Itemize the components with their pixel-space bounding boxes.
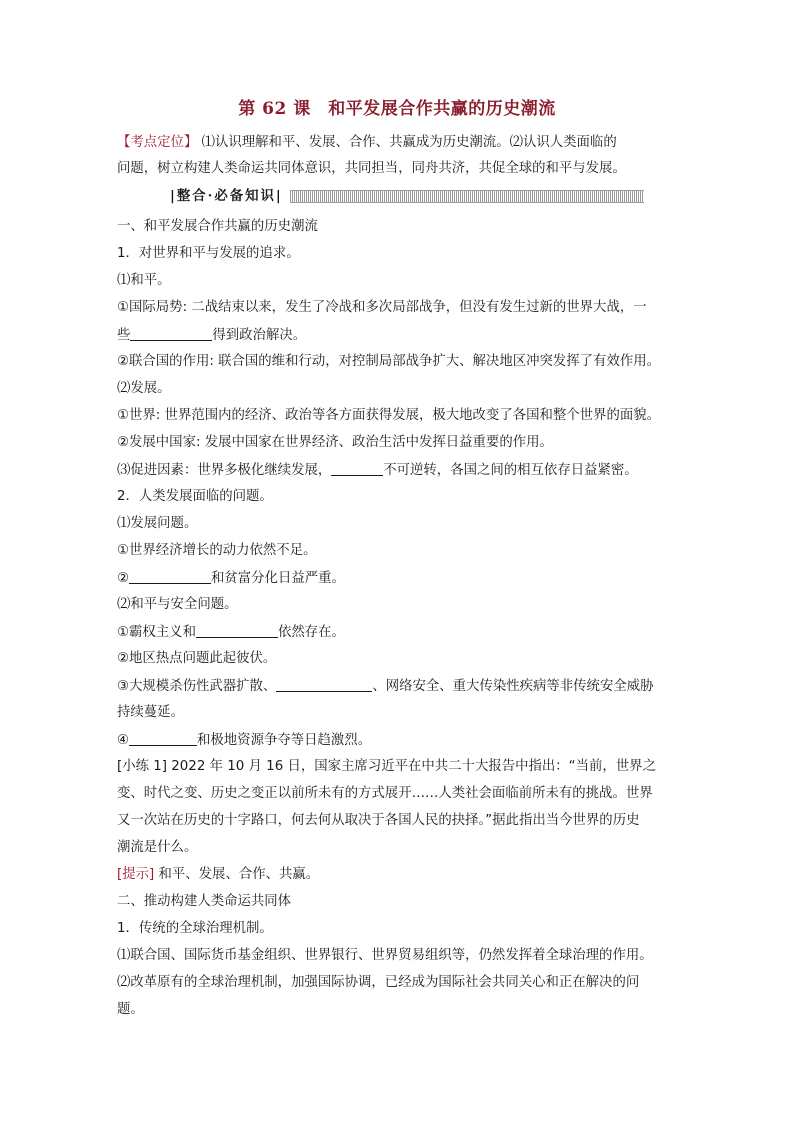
positioning-line-2: 问题，树立构建人类命运共同体意识，共同担当，同舟共济，共促全球的和平与发展。 xyxy=(117,161,626,176)
s1-sec-b: ②地区热点问题此起彼伏。 xyxy=(117,651,277,666)
positioning-tag: 【考点定位】 xyxy=(117,135,198,150)
hint-tag: [提示] xyxy=(117,867,155,882)
hint-text: 和平、发展、合作、共赢。 xyxy=(154,867,320,882)
practice-line-2: 变、时代之变、历史之变正以前所未有的方式展开……人类社会面临前所未有的挑战。世界 xyxy=(117,786,653,801)
s1-devq-b xyxy=(117,569,677,588)
s1-devq: ⑴发展问题。 xyxy=(117,516,198,531)
fill-blank[interactable] xyxy=(129,731,197,746)
positioning-text-1: ⑴认识理解和平、发展、合作、共赢成为历史潮流。⑵认识人类面临的 xyxy=(197,135,617,150)
s2-b2: 题。 xyxy=(117,1002,144,1017)
s1-item2: 2．人类发展面临的问题。 xyxy=(117,489,273,504)
text-fragment: ② xyxy=(117,571,130,586)
s1-devq-a: ①世界经济增长的动力依然不足。 xyxy=(117,543,317,558)
text-fragment: ⑶促进因素：世界多极化继续发展， xyxy=(117,463,332,478)
s1-peace-a1: ①国际局势: 二战结束以来，发生了冷战和多次局部战争，但没有发生过新的世界大战，一 xyxy=(117,300,647,315)
section2-heading: 二、推动构建人类命运共同体 xyxy=(117,894,292,909)
fill-blank[interactable] xyxy=(331,461,383,476)
fill-blank[interactable] xyxy=(130,326,212,341)
text-fragment: ③大规模杀伤性武器扩散、 xyxy=(117,679,277,694)
s1-sec: ⑵和平与安全问题。 xyxy=(117,597,238,612)
text-fragment: 和极地资源争夺等日趋激烈。 xyxy=(197,733,372,748)
s2-b1: ⑵改革原有的全球治理机制，加强国际协调，已经成为国际社会共同关心和正在解决的问 xyxy=(117,975,640,990)
fill-blank[interactable] xyxy=(129,569,211,584)
positioning-line-1 xyxy=(117,134,677,152)
s1-peace-b: ②联合国的作用: 联合国的维和行动，对控制局部战争扩大、解决地区冲突发挥了有效作用。 xyxy=(117,354,661,369)
s2-item1: 1．传统的全球治理机制。 xyxy=(117,921,273,936)
practice-line-4: 潮流是什么。 xyxy=(117,840,198,855)
s1-item1: 1．对世界和平与发展的追求。 xyxy=(117,246,300,261)
practice-line-3: 又一次站在历史的十字路口，何去何从取决于各国人民的抉择。”据此指出当今世界的历史 xyxy=(117,813,640,828)
text-fragment: ④ xyxy=(117,733,130,748)
text-fragment: 和贫富分化日益严重。 xyxy=(211,571,345,586)
hint-line xyxy=(117,866,677,884)
s1-sec-c xyxy=(117,677,677,696)
lesson-title: 第 62 课 和平发展合作共赢的历史潮流 xyxy=(238,99,556,119)
s1-sec-c2: 持续蔓延。 xyxy=(117,705,184,720)
fill-blank[interactable] xyxy=(196,623,278,638)
s1-peace-a2 xyxy=(117,326,677,345)
text-fragment: 得到政治解决。 xyxy=(212,328,307,343)
s1-sec-a xyxy=(117,623,677,642)
text-fragment: 依然存在。 xyxy=(277,625,345,640)
s1-dev-a: ①世界: 世界范围内的经济、政治等各方面获得发展，极大地改变了各国和整个世界的面貌。 xyxy=(117,408,661,423)
fill-blank[interactable] xyxy=(276,677,372,692)
text-fragment: ①霸权主义和 xyxy=(117,625,196,640)
s1-sec-d xyxy=(117,731,677,750)
knowledge-banner xyxy=(170,186,644,206)
section1-heading: 一、和平发展合作共赢的历史潮流 xyxy=(117,219,318,234)
s1-peace: ⑴和平。 xyxy=(117,273,171,288)
practice-line-1: [小练 1] 2022 年 10 月 16 日，国家主席习近平在中共二十大报告中指出：“当前，世界之 xyxy=(117,759,656,774)
s2-a: ⑴联合国、国际货币基金组织、世界银行、世界贸易组织等，仍然发挥着全球治理的作用。 xyxy=(117,948,653,963)
banner-label: |整合·必备知识| xyxy=(170,188,283,204)
text-fragment: 些 xyxy=(117,328,131,343)
s1-promote xyxy=(117,461,677,480)
text-fragment: 、网络安全、重大传染性疾病等非传统安全威胁 xyxy=(372,679,654,694)
banner-hatch-decoration xyxy=(290,190,644,203)
s1-dev: ⑵发展。 xyxy=(117,381,171,396)
s1-dev-b: ②发展中国家: 发展中国家在世界经济、政治生活中发挥日益重要的作用。 xyxy=(117,435,553,450)
text-fragment: 不可逆转，各国之间的相互依存日益紧密。 xyxy=(383,463,638,478)
